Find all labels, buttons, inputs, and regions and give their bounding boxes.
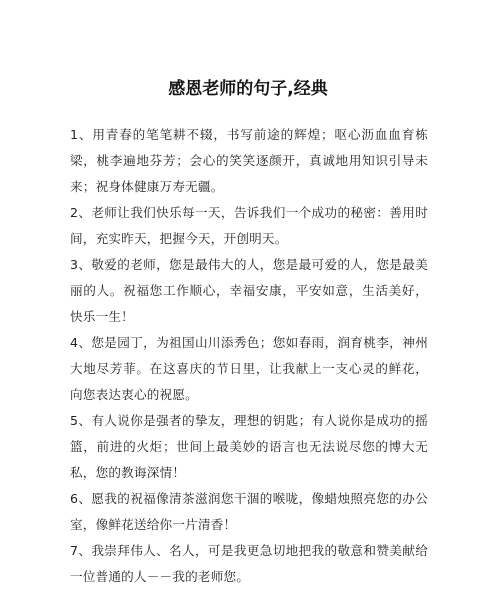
paragraph-5: 5、有人说你是强者的挚友，理想的钥匙；有人说你是成功的摇篮，前进的火炬；世间上最美妙的语言也无法说尽您的博大无私，您的教诲深情！ <box>70 413 428 480</box>
document-title: 感恩老师的句子,经典 <box>168 79 328 99</box>
paragraph-3: 3、敬爱的老师，您是最伟大的人，您是最可爱的人，您是最美丽的人。祝福您工作顺心，幸福安康，平安如意，生活美好，快乐一生！ <box>70 257 428 324</box>
paragraph-1: 1、用青春的笔笔耕不辍，书写前途的辉煌；呕心沥血血育栋梁，桃李遍地芬芳；会心的笑笑逐颜开，真诚地用知识引导未来；祝身体健康万寿无疆。 <box>70 127 428 194</box>
document-body <box>70 122 428 590</box>
paragraph-4: 4、您是园丁，为祖国山川添秀色；您如春雨，润育桃李，神州大地尽芳菲。在这喜庆的节日里，让我献上一支心灵的鲜花，向您表达衷心的祝愿。 <box>70 335 428 402</box>
paragraph-7: 7、我崇拜伟人、名人，可是我更急切地把我的敬意和赞美献给一位普通的人－－我的老师您。 <box>70 543 428 584</box>
paragraph-2: 2、老师让我们快乐每一天，告诉我们一个成功的秘密：善用时间，充实昨天，把握今天，开创明天。 <box>70 205 428 246</box>
paragraph-6: 6、愿我的祝福像清茶滋润您干涸的喉咙，像蜡烛照亮您的办公室，像鲜花送给你一片清香！ <box>70 491 428 532</box>
